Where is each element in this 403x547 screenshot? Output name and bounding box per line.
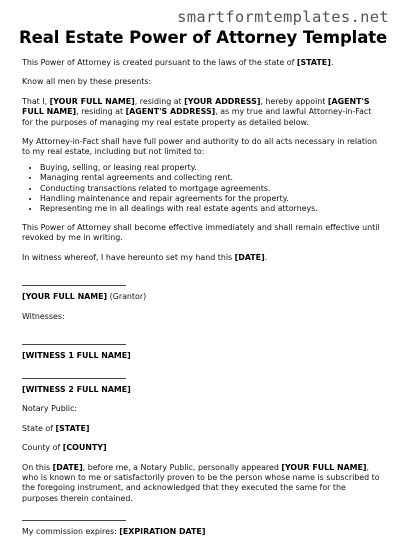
list-item: • Buying, selling, or leasing real property. [40, 163, 384, 173]
notary-statement-paragraph: On this [DATE], before me, a Notary Public, personally appeared [YOUR FULL NAME], who is known to me or satisfactorily proven to be the person whose name is subscribed to the foregoing instrument, and acknowledged that they executed the same for the purposes therein contained. [22, 462, 380, 503]
powers-intro-paragraph: My Attorney-in-Fact shall have full power and authority to do all acts necessary in relation to my real estate, including but not limited to: [22, 137, 378, 157]
date-placeholder: [DATE] [234, 252, 265, 262]
intro-paragraph: This Power of Attorney is created pursuant to the laws of the state of [STATE]. [22, 58, 334, 67]
appointment-paragraph: That I, [YOUR FULL NAME], residing at [YOUR ADDRESS], hereby appoint [AGENT'S FULL NAME], residing at [AGENT'S ADDRESS], as my true and lawful Attorney-in-Fact for the purposes of managing my real estate property as detailed below. [22, 96, 372, 127]
state-placeholder: [STATE] [296, 58, 331, 67]
site-watermark: smartformtemplates.net [177, 8, 389, 26]
document-title: Real Estate Power of Attorney Template [19, 28, 388, 47]
list-item: • Managing rental agreements and collecting rent. [40, 173, 384, 183]
list-item: • Conducting transactions related to mortgage agreements. [40, 184, 384, 194]
powers-list [22, 163, 384, 215]
effective-paragraph: This Power of Attorney shall become effective immediately and shall remain effective until revoked by me in writing. [22, 223, 380, 243]
witness2-name: [WITNESS 2 FULL NAME] [22, 384, 131, 394]
notary-label: Notary Public: [22, 404, 78, 414]
state-line: State of [STATE] [22, 423, 90, 433]
witness1-name: [WITNESS 1 FULL NAME] [22, 351, 131, 361]
know-all-paragraph: Know all men by these presents: [22, 77, 152, 87]
list-item: • Representing me in all dealings with real estate agents and attorneys. [40, 204, 384, 214]
witnesses-label: Witnesses: [22, 311, 65, 321]
grantor-signature-line [22, 285, 126, 286]
agent-address-placeholder: [AGENT'S ADDRESS] [125, 107, 216, 117]
witness-clause-paragraph: In witness whereof, I have hereunto set my hand this [DATE]. [22, 252, 268, 262]
principal-name-placeholder: [YOUR FULL NAME] [49, 96, 135, 106]
principal-address-placeholder: [YOUR ADDRESS] [184, 96, 261, 106]
agent-name-placeholder: [AGENT'S FULL NAME] [22, 96, 370, 117]
commission-line: My commission expires: [EXPIRATION DATE] [22, 527, 206, 537]
grantor-name-line: [YOUR FULL NAME] (Grantor) [22, 292, 147, 302]
document-body [22, 58, 384, 547]
county-line: County of [COUNTY] [22, 443, 107, 453]
witness1-signature-line [22, 344, 126, 345]
list-item: • Handling maintenance and repair agreements for the property. [40, 194, 384, 204]
witness2-signature-line [22, 378, 126, 379]
